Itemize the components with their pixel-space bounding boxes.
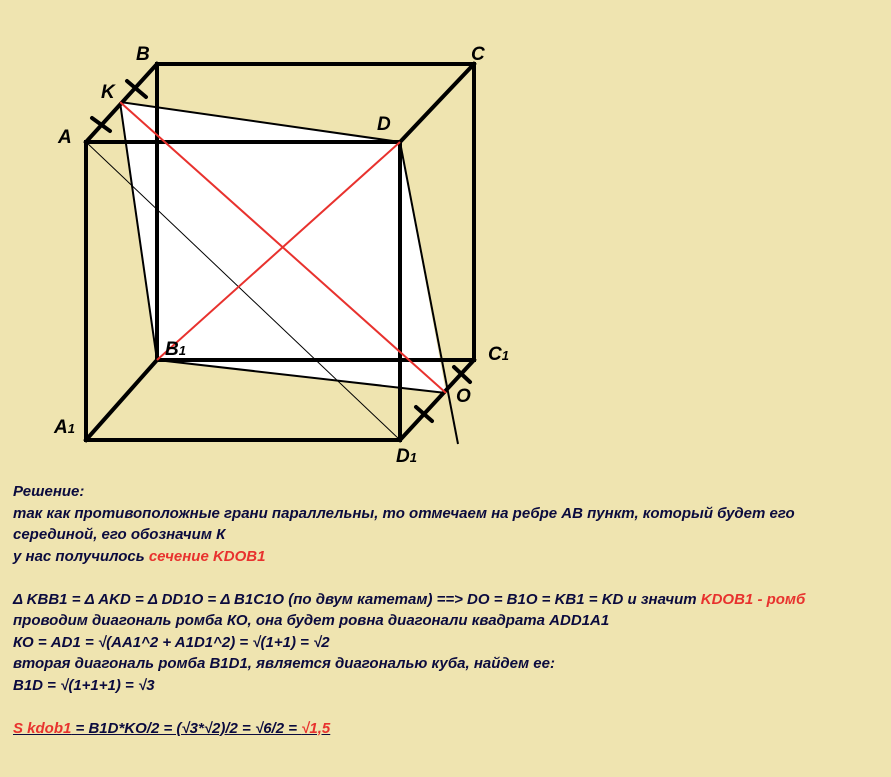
solution-paragraph-1: так как противоположные грани параллельны, то отмечаем на ребре АВ пункт, который будет его серединой, его обозначим К xyxy=(13,504,795,543)
edge-cd xyxy=(400,64,474,142)
area-answer: √1,5 xyxy=(301,719,331,737)
label-a: A xyxy=(58,127,72,148)
solution-heading: Решение: xyxy=(13,483,85,500)
label-c: C xyxy=(471,44,485,65)
label-k: K xyxy=(101,82,115,103)
spacer xyxy=(13,567,883,589)
label-d: D xyxy=(377,114,391,135)
solution-paragraph-7: B1D = √(1+1+1) = √3 xyxy=(13,676,155,694)
solution-paragraph-2 xyxy=(13,546,883,568)
label-o: O xyxy=(456,386,471,407)
solution-text xyxy=(13,481,883,739)
rhombus-highlight: KDOB1 - ромб xyxy=(700,590,806,608)
label-d1: D1 xyxy=(396,446,417,467)
area-computation: = B1D*KO/2 = (√3*√2)/2 = √6/2 = xyxy=(71,719,302,737)
solution-p2-text: у нас получилось xyxy=(13,547,149,565)
section-name-highlight: сечение KDOB1 xyxy=(148,547,266,565)
edge-a1b1 xyxy=(86,360,157,440)
area-formula xyxy=(13,718,883,740)
label-a1: A1 xyxy=(54,417,75,438)
label-b1: B1 xyxy=(165,339,186,360)
solution-paragraph-6: вторая диагональ ромба B1D1, является диагональю куба, найдем ее: xyxy=(13,655,555,672)
area-symbol: S kdob1 xyxy=(13,719,72,737)
solution-paragraph-3 xyxy=(13,589,883,611)
solution-paragraph-5: КО = AD1 = √(AA1^2 + A1D1^2) = √(1+1) = √2 xyxy=(13,633,330,651)
label-c1: C1 xyxy=(488,344,509,365)
label-b: B xyxy=(136,44,150,65)
solution-p3-text: Δ KBB1 = Δ AKD = Δ DD1O = Δ B1C1O (по двум катетам) ==> DO = B1O = KB1 = KD и значит xyxy=(13,590,701,608)
solution-paragraph-4: проводим диагональ ромба КО, она будет ровна диагонали квадрата ADD1A1 xyxy=(13,612,610,629)
spacer xyxy=(13,696,883,718)
